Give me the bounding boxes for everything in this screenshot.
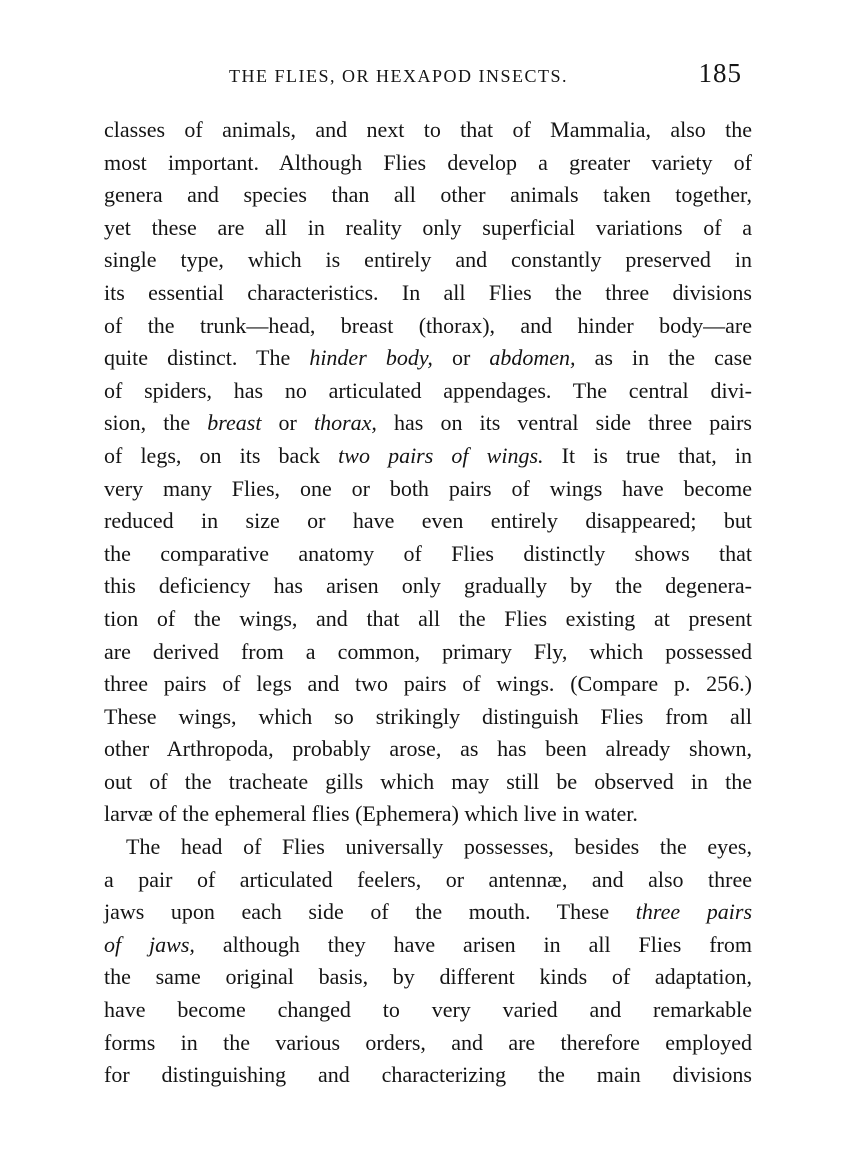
- running-title: THE FLIES, OR HEXAPOD INSECTS.: [229, 66, 569, 86]
- text-run: These wings, which so strikingly distinguish Flies from all: [104, 703, 752, 729]
- text-line: [104, 179, 752, 212]
- text-run: very many Flies, one or both pairs of wings have become: [104, 475, 752, 501]
- text-line: [104, 538, 752, 571]
- text-run: for distinguishing and characterizing the main divisions: [104, 1062, 752, 1088]
- text-line: [104, 864, 752, 897]
- text-line: [104, 896, 752, 929]
- text-line: [104, 114, 752, 147]
- text-line: [104, 244, 752, 277]
- text-line: [104, 961, 752, 994]
- text-line: [104, 570, 752, 603]
- text-line: [104, 473, 752, 506]
- text-line: [104, 929, 752, 962]
- page-header: [104, 58, 752, 98]
- italic-phrase: of jaws,: [104, 931, 195, 957]
- text-run: yet these are all in reality only superficial variations of a: [104, 214, 752, 240]
- italic-phrase: three pairs: [635, 899, 753, 925]
- text-run: this deficiency has arisen only gradually by the degenera-: [104, 573, 752, 599]
- text-line: [104, 1027, 752, 1060]
- text-line: [104, 407, 752, 440]
- text-run: out of the tracheate gills which may still be observed in the: [104, 768, 752, 794]
- text-line: [104, 375, 752, 408]
- text-run: quite distinct. The: [104, 345, 310, 371]
- text-run: or: [261, 410, 314, 436]
- text-run: The head of Flies universally possesses, besides the eyes,: [126, 834, 752, 860]
- text-run: other Arthropoda, probably arose, as has been already shown,: [104, 736, 752, 762]
- text-line: [104, 766, 752, 799]
- text-run: of legs, on its back: [104, 442, 339, 468]
- text-run: has on its ventral side three pairs: [376, 410, 752, 436]
- text-run: of the trunk—head, breast (thorax), and hinder body—are: [104, 312, 752, 338]
- italic-phrase: hinder body,: [309, 345, 433, 371]
- text-line: [104, 505, 752, 538]
- text-line: [104, 733, 752, 766]
- body-text: [104, 114, 752, 1092]
- text-run: reduced in size or have even entirely disappeared; but: [104, 508, 752, 534]
- text-run: larvæ of the ephemeral flies (Ephemera) which live in water.: [104, 801, 638, 827]
- text-run: single type, which is entirely and constantly preserved in: [104, 247, 752, 273]
- text-run: tion of the wings, and that all the Flies existing at present: [104, 605, 752, 631]
- italic-phrase: thorax,: [313, 410, 377, 436]
- text-run: a pair of articulated feelers, or antennæ, and also three: [104, 866, 752, 892]
- text-line: [104, 668, 752, 701]
- text-run: It is true that, in: [543, 442, 752, 468]
- text-run: have become changed to very varied and remarkable: [104, 997, 752, 1023]
- text-run: genera and species than all other animals taken together,: [104, 182, 752, 208]
- italic-phrase: breast: [207, 410, 262, 436]
- text-run: sion, the: [104, 410, 208, 436]
- text-line: [104, 147, 752, 180]
- text-run: forms in the various orders, and are therefore employed: [104, 1029, 752, 1055]
- text-run: jaws upon each side of the mouth. These: [104, 899, 636, 925]
- page-number: 185: [698, 58, 742, 88]
- text-line: [104, 310, 752, 343]
- text-line: [104, 212, 752, 245]
- text-run: the comparative anatomy of Flies distinctly shows that: [104, 540, 752, 566]
- text-line: [104, 1059, 752, 1092]
- text-line: [104, 798, 752, 831]
- text-line: [104, 603, 752, 636]
- italic-phrase: two pairs of wings.: [338, 442, 544, 468]
- text-run: of spiders, has no articulated appendages. The central divi-: [104, 377, 752, 403]
- text-run: classes of animals, and next to that of Mammalia, also the: [104, 117, 752, 142]
- text-run: its essential characteristics. In all Flies the three divisions: [104, 279, 752, 305]
- text-run: most important. Although Flies develop a greater variety of: [104, 149, 752, 175]
- text-run: the same original basis, by different kinds of adaptation,: [104, 964, 752, 990]
- text-run: are derived from a common, primary Fly, which possessed: [104, 638, 752, 664]
- text-run: three pairs of legs and two pairs of wings. (Compare p. 256.): [104, 671, 752, 697]
- text-line: [104, 342, 752, 375]
- text-run: or: [432, 345, 490, 371]
- text-line: [104, 994, 752, 1027]
- text-line: [104, 277, 752, 310]
- text-line: [104, 701, 752, 734]
- text-run: as in the case: [575, 345, 753, 371]
- text-line: [104, 831, 752, 864]
- text-line: [104, 440, 752, 473]
- italic-phrase: abdomen,: [489, 345, 576, 371]
- text-line: [104, 636, 752, 669]
- text-run: although they have arisen in all Flies from: [194, 931, 752, 957]
